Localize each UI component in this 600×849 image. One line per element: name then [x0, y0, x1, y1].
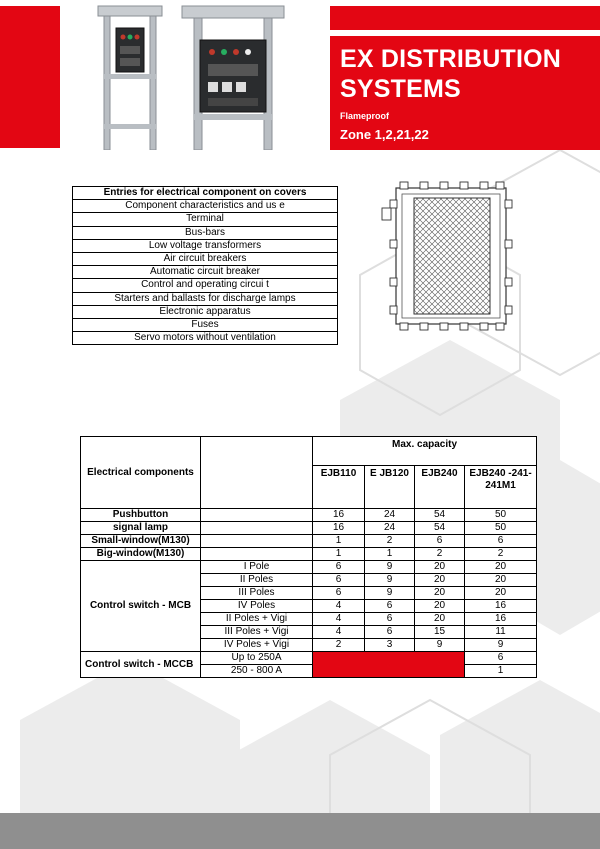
capacity-value: 6: [365, 613, 415, 626]
capacity-value: 3: [365, 639, 415, 652]
capacity-value: 54: [415, 509, 465, 522]
pole-config: III Poles + Vigi: [201, 626, 313, 639]
capacity-row: [81, 509, 537, 522]
capacity-value: 1: [313, 535, 365, 548]
red-accent-bar: [330, 6, 600, 30]
capacity-value: 6: [465, 652, 537, 665]
capacity-value: 20: [415, 613, 465, 626]
capacity-value: 20: [415, 574, 465, 587]
entries-table: [72, 186, 338, 345]
capacity-value: 1: [313, 548, 365, 561]
entries-table-row: [73, 226, 338, 239]
capacity-value: 16: [465, 613, 537, 626]
capacity-header-row: [81, 437, 537, 466]
entries-table-row: [73, 239, 338, 252]
capacity-value: 20: [415, 600, 465, 613]
entries-table-row: [73, 200, 338, 213]
capacity-value: 4: [313, 600, 365, 613]
distribution-board-photo-small: [96, 4, 164, 150]
capacity-value: 6: [365, 600, 415, 613]
capacity-value: 50: [465, 522, 537, 535]
entries-table-row: [73, 332, 338, 345]
capacity-value: 20: [465, 574, 537, 587]
capacity-value: 20: [415, 587, 465, 600]
red-accent-block: [0, 6, 60, 148]
entries-table-header-row: [73, 187, 338, 200]
capacity-row: [81, 561, 537, 574]
entries-table-row: [73, 213, 338, 226]
entry-item: Servo motors without ventilation: [73, 332, 338, 345]
capacity-value: 24: [365, 522, 415, 535]
component-label: Pushbutton: [81, 509, 201, 522]
capacity-value: 16: [465, 600, 537, 613]
pole-config: I Pole: [201, 561, 313, 574]
component-label: Big-window(M130): [81, 548, 201, 561]
entry-item: Bus-bars: [73, 226, 338, 239]
capacity-row: [81, 652, 537, 665]
capacity-value: 2: [313, 639, 365, 652]
capacity-value: 20: [465, 587, 537, 600]
capacity-table: [80, 436, 537, 678]
capacity-value: 16: [313, 522, 365, 535]
component-label: Control switch - MCCB: [81, 652, 201, 678]
pole-config: III Poles: [201, 587, 313, 600]
electrical-components-header: Electrical components: [81, 437, 201, 509]
capacity-value: 1: [365, 548, 415, 561]
entry-item: Starters and ballasts for discharge lamps: [73, 292, 338, 305]
capacity-value: 4: [313, 626, 365, 639]
capacity-value: 54: [415, 522, 465, 535]
capacity-value: 16: [313, 509, 365, 522]
model-header: EJB240: [415, 466, 465, 509]
entry-item: Low voltage transformers: [73, 239, 338, 252]
entries-table-row: [73, 252, 338, 265]
capacity-value: 6: [465, 535, 537, 548]
capacity-value: 2: [465, 548, 537, 561]
entries-table-row: [73, 305, 338, 318]
capacity-value: 6: [313, 561, 365, 574]
capacity-value: 9: [365, 561, 415, 574]
footer-bar: [0, 813, 600, 849]
not-available-block: [313, 652, 465, 678]
capacity-value: 4: [313, 613, 365, 626]
capacity-value: 9: [365, 587, 415, 600]
model-header: EJB240 -241- 241M1: [465, 466, 537, 509]
capacity-value: 6: [313, 587, 365, 600]
blank-cell: [201, 535, 313, 548]
pole-config: II Poles: [201, 574, 313, 587]
component-label: signal lamp: [81, 522, 201, 535]
capacity-value: 24: [365, 509, 415, 522]
capacity-value: 9: [415, 639, 465, 652]
entry-item: Terminal: [73, 213, 338, 226]
capacity-value: 20: [465, 561, 537, 574]
pole-config: II Poles + Vigi: [201, 613, 313, 626]
capacity-value: 9: [365, 574, 415, 587]
capacity-value: 11: [465, 626, 537, 639]
capacity-value: 6: [313, 574, 365, 587]
model-header: EJB110: [313, 466, 365, 509]
distribution-board-photo-large: [180, 4, 286, 150]
entry-item: Component characteristics and us e: [73, 200, 338, 213]
pole-config: IV Poles + Vigi: [201, 639, 313, 652]
entry-item: Electronic apparatus: [73, 305, 338, 318]
capacity-value: 2: [365, 535, 415, 548]
protection-type: Flameproof: [340, 111, 390, 121]
enclosure-technical-drawing: [378, 178, 522, 334]
max-capacity-header: Max. capacity: [313, 437, 537, 466]
capacity-row: [81, 548, 537, 561]
entries-table-row: [73, 318, 338, 331]
entry-item: Fuses: [73, 318, 338, 331]
component-label: Control switch - MCB: [81, 561, 201, 652]
blank-cell: [201, 548, 313, 561]
capacity-value: 2: [415, 548, 465, 561]
entries-table-row: [73, 292, 338, 305]
component-label: Small-window(M130): [81, 535, 201, 548]
blank-header-cell: [201, 437, 313, 509]
model-header: E JB120: [365, 466, 415, 509]
blank-cell: [201, 509, 313, 522]
current-range: 250 - 800 A: [201, 665, 313, 678]
entry-item: Air circuit breakers: [73, 252, 338, 265]
zone-classification: Zone 1,2,21,22: [340, 127, 429, 142]
page-title: EX DISTRIBUTION SYSTEMS: [340, 45, 562, 103]
entry-item: Automatic circuit breaker: [73, 266, 338, 279]
title-banner: [330, 36, 600, 150]
entries-table-row: [73, 266, 338, 279]
capacity-value: 6: [365, 626, 415, 639]
blank-cell: [201, 522, 313, 535]
entries-table-row: [73, 279, 338, 292]
current-range: Up to 250A: [201, 652, 313, 665]
capacity-row: [81, 522, 537, 535]
capacity-value: 15: [415, 626, 465, 639]
capacity-value: 9: [465, 639, 537, 652]
entry-item: Control and operating circui t: [73, 279, 338, 292]
capacity-value: 1: [465, 665, 537, 678]
capacity-row: [81, 535, 537, 548]
capacity-value: 20: [415, 561, 465, 574]
pole-config: IV Poles: [201, 600, 313, 613]
entries-table-header: Entries for electrical component on covers: [73, 187, 338, 200]
capacity-value: 50: [465, 509, 537, 522]
capacity-value: 6: [415, 535, 465, 548]
